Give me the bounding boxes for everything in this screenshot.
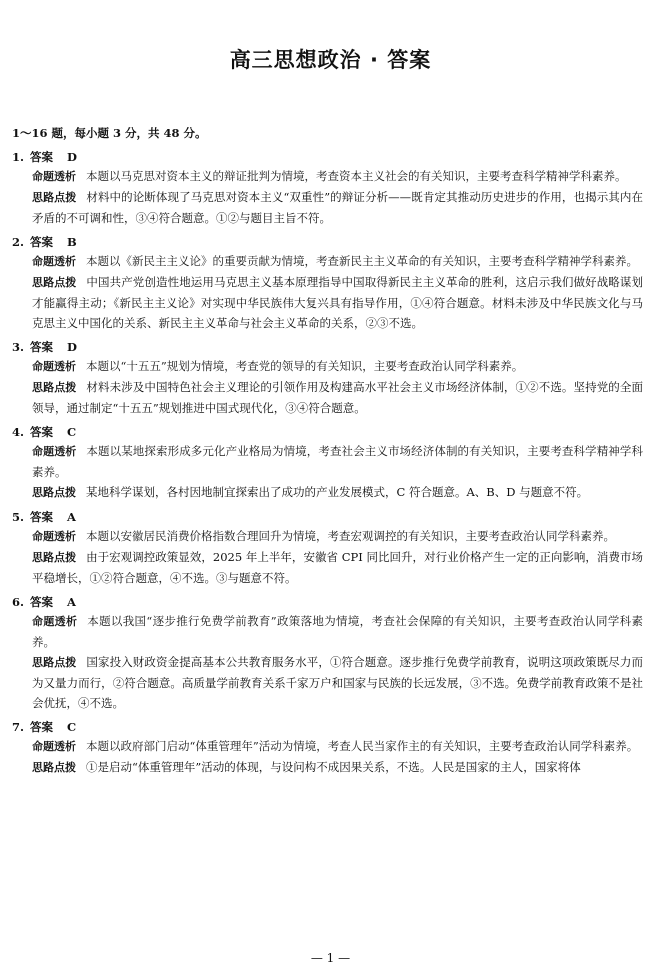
- answer-label: 答案: [30, 425, 54, 439]
- question-header: [12, 338, 643, 356]
- analysis-paragraph: [12, 441, 643, 482]
- question-number: 4.: [12, 425, 25, 439]
- question-item: [12, 423, 643, 503]
- hint-text: 某地科学谋划，各村因地制宜探索出了成功的产业发展模式，C 符合题意。A、B、D 与题意不符。: [86, 485, 589, 499]
- answer-choice: D: [67, 340, 77, 354]
- answer-choice: C: [67, 720, 77, 734]
- question-header: [12, 148, 643, 166]
- question-item: [12, 233, 643, 333]
- question-header: [12, 233, 643, 251]
- question-number: 1.: [12, 150, 25, 164]
- analysis-paragraph: [12, 356, 643, 377]
- hint-label: 思路点拨: [32, 191, 77, 204]
- answer-content: [12, 124, 643, 778]
- page-title: 高三思想政治 · 答案: [229, 48, 432, 72]
- hint-label: 思路点拨: [32, 551, 77, 564]
- question-number: 2.: [12, 235, 25, 249]
- page-number: — 1 —: [310, 951, 351, 965]
- question-item: [12, 338, 643, 418]
- hint-text: 国家投入财政资金提高基本公共教育服务水平，①符合题意。逐步推行免费学前教育，说明这项政策既尽力而为又量力而行，②符合题意。高质量学前教育关系千家万户和国家与民族的长远发展，③不选。免费学前教育政策不是社会优抚，④不选。: [32, 655, 644, 710]
- analysis-label: 命题透析: [32, 530, 76, 543]
- answer-choice: B: [67, 235, 77, 249]
- analysis-label: 命题透析: [32, 445, 77, 458]
- question-item: [12, 508, 643, 588]
- hint-paragraph: [12, 187, 643, 228]
- hint-paragraph: [12, 482, 643, 503]
- question-header: [12, 423, 643, 441]
- answer-label: 答案: [30, 720, 54, 734]
- question-number: 6.: [12, 595, 25, 609]
- hint-label: 思路点拨: [32, 276, 77, 289]
- answer-choice: A: [67, 510, 76, 524]
- analysis-text: 本题以某地探索形成多元化产业格局为情境，考查社会主义市场经济体制的有关知识，主要考查科学精神学科素养。: [32, 444, 644, 479]
- hint-label: 思路点拨: [32, 761, 76, 774]
- analysis-text: 本题以马克思对资本主义的辩证批判为情境，考查资本主义社会的有关知识，主要考查科学精神学科素养。: [86, 169, 627, 183]
- hint-label: 思路点拨: [32, 486, 76, 499]
- question-header: [12, 508, 643, 526]
- question-number: 3.: [12, 340, 25, 354]
- analysis-label: 命题透析: [32, 170, 76, 183]
- section-intro: 1～16 题，每小题 3 分，共 48 分。: [12, 126, 207, 140]
- answer-choice: A: [67, 595, 76, 609]
- hint-label: 思路点拨: [32, 656, 77, 669]
- hint-paragraph: [12, 377, 643, 418]
- hint-text: 材料中的论断体现了马克思对资本主义“双重性”的辩证分析——既肯定其推动历史进步的作用，也揭示其内在矛盾的不可调和性，③④符合题意。①②与题目主旨不符。: [32, 190, 643, 225]
- hint-label: 思路点拨: [32, 381, 77, 394]
- question-header: [12, 593, 643, 611]
- analysis-label: 命题透析: [32, 360, 76, 373]
- analysis-paragraph: [12, 251, 643, 272]
- answer-choice: D: [67, 150, 77, 164]
- answer-label: 答案: [30, 150, 54, 164]
- analysis-text: 本题以《新民主主义论》的重要贡献为情境，考查新民主主义革命的有关知识，主要考查科学精神学科素养。: [86, 254, 638, 268]
- analysis-paragraph: [12, 736, 643, 757]
- question-header: [12, 718, 643, 736]
- hint-paragraph: [12, 272, 643, 333]
- analysis-label: 命题透析: [32, 255, 76, 268]
- hint-text: 材料未涉及中国特色社会主义理论的引领作用及构建高水平社会主义市场经济体制，①②不选。坚持党的全面领导，通过制定“十五五”规划推进中国式现代化，③④符合题意。: [32, 380, 644, 415]
- hint-paragraph: [12, 652, 643, 713]
- question-number: 5.: [12, 510, 25, 524]
- hint-text: ①是启动“体重管理年”活动的体现，与设问构不成因果关系，不选。人民是国家的主人，国家将体: [86, 760, 581, 774]
- analysis-text: 本题以政府部门启动“体重管理年”活动为情境，考查人民当家作主的有关知识，主要考查政治认同学科素养。: [86, 739, 639, 753]
- hint-text: 由于宏观调控政策显效，2025 年上半年，安徽省 CPI 同比回升，对行业价格产生一定的正向影响，消费市场平稳增长，①②符合题意，④不选。③与题意不符。: [32, 550, 644, 585]
- hint-paragraph: [12, 757, 643, 778]
- analysis-text: 本题以安徽居民消费价格指数合理回升为情境，考查宏观调控的有关知识，主要考查政治认同学科素养。: [86, 529, 615, 543]
- answer-label: 答案: [30, 595, 54, 609]
- analysis-label: 命题透析: [32, 615, 78, 628]
- analysis-text: 本题以我国“逐步推行免费学前教育”政策落地为情境，考查社会保障的有关知识，主要考查政治认同学科素养。: [32, 614, 643, 649]
- hint-text: 中国共产党创造性地运用马克思主义基本原理指导中国取得新民主主义革命的胜利，这启示我们做好战略谋划才能赢得主动；《新民主主义论》对实现中华民族伟大复兴具有指导作用，①④符合题意。材料未涉及中华民族文化与马克思主义中国化的关系、新民主主义革命与社会主义革命的关系，②③不选。: [32, 275, 644, 330]
- question-item: [12, 718, 643, 778]
- question-item: [12, 593, 643, 713]
- hint-paragraph: [12, 547, 643, 588]
- answer-label: 答案: [30, 235, 54, 249]
- question-item: [12, 148, 643, 228]
- question-list: [12, 148, 643, 778]
- analysis-paragraph: [12, 526, 643, 547]
- question-number: 7.: [12, 720, 25, 734]
- answer-label: 答案: [30, 510, 54, 524]
- answer-label: 答案: [30, 340, 54, 354]
- answer-choice: C: [67, 425, 77, 439]
- analysis-paragraph: [12, 166, 643, 187]
- analysis-text: 本题以“十五五”规划为情境，考查党的领导的有关知识，主要考查政治认同学科素养。: [86, 359, 524, 373]
- analysis-paragraph: [12, 611, 643, 652]
- analysis-label: 命题透析: [32, 740, 76, 753]
